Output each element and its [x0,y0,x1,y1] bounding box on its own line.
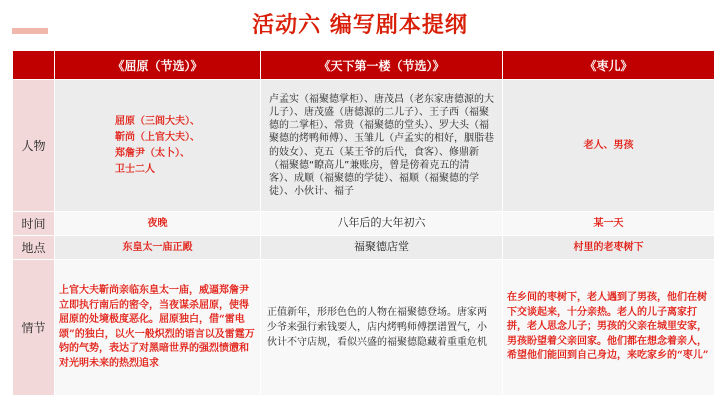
row-time [13,212,715,236]
cell-place-quyuan [55,236,261,260]
zaoer-plot-text: 在乡间的枣树下，老人遇到了男孩，他们在树下交谈起来，十分亲热。老人的儿子离家打拼，老人思念儿子；男孩的父亲在城里安家，男孩盼望着父亲回家。他们都在想念着亲人，希望他们能回到自己身边，来吃家乡的“枣儿” [507,292,709,362]
tianxia-place-text: 福聚德店堂 [354,240,409,254]
row-label-plot: 情节 [13,260,55,396]
zaoer-time-text: 某一天 [593,217,624,229]
quyuan-time-text: 夜晚 [147,217,168,229]
row-place [13,236,715,260]
cell-plot-zaoer [503,260,715,396]
cell-place-zaoer [503,236,715,260]
cell-time-zaoer [503,212,715,236]
cell-plot-tianxia [261,260,503,396]
cell-place-tianxia [261,236,503,260]
header-tianxia: 《天下第一楼（节选）》 [261,51,503,80]
cell-time-quyuan [55,212,261,236]
cell-plot-quyuan [55,260,261,396]
cell-time-tianxia [261,212,503,236]
slide-title: 活动六 编写剧本提纲 [252,13,468,38]
cell-characters-quyuan [55,80,261,212]
tianxia-plot-text: 正值新年，形形色色的人物在福聚德登场。唐家两少爷来强行索钱要人，店内烤鸭师傅摆谱置气，小伙计不守店规，看似兴盛的福聚德隐藏着重重危机 [267,307,487,348]
cell-characters-tianxia [261,80,503,212]
outline-table [12,50,715,396]
header-corner [13,51,55,80]
quyuan-plot-text: 上官大夫靳尚亲临东皇太一庙，威逼郑詹尹立即执行南后的密令，当夜谋杀屈原，使得屈原的处境极度恶化。屈原独白，借“雷电颂”的独白，以火一般炽烈的语言以及雷霆万钧的气势，表达了对黑暗世界的强烈愤懑和对光明未来的热烈追求 [59,285,255,369]
header-zaoer: 《枣儿》 [503,51,715,80]
header-quyuan: 《屈原（节选）》 [55,51,261,80]
row-characters [13,80,715,212]
row-label-characters: 人物 [13,80,55,212]
row-label-time: 时间 [13,212,55,236]
tianxia-time-text: 八年后的大年初六 [337,216,426,230]
zaoer-place-text: 村里的老枣树下 [573,241,644,253]
row-plot [13,260,715,396]
quyuan-place-text: 东皇太一庙正殿 [122,241,193,253]
tianxia-characters-text: 卢孟实（福聚德掌柜）、唐茂昌（老东家唐德源的大儿子）、唐茂盛（唐德源的二儿子）、王子西（福聚德的二掌柜）、常贵（福聚德的堂头）、罗大头（福聚德的烤鸭师傅）、玉雏儿（卢孟实的相好，胭脂巷的妓女）、克五（某王爷的后代，食客）、修鼎新（福聚德“瞭高儿”兼账房，曾是傍着克五的清客）、成顺（福聚德的学徒）、福顺（福聚德的学徒）、小伙计、福子 [269,93,494,198]
zaoer-characters-text: 老人、男孩 [583,139,634,151]
header-row [13,51,715,80]
cell-characters-zaoer [503,80,715,212]
quyuan-characters-text: 屈原（三闾大夫）、 靳尚（上官大夫）、 郑詹尹（太卜）、 卫士二人 [115,115,200,175]
row-label-place: 地点 [13,236,55,260]
